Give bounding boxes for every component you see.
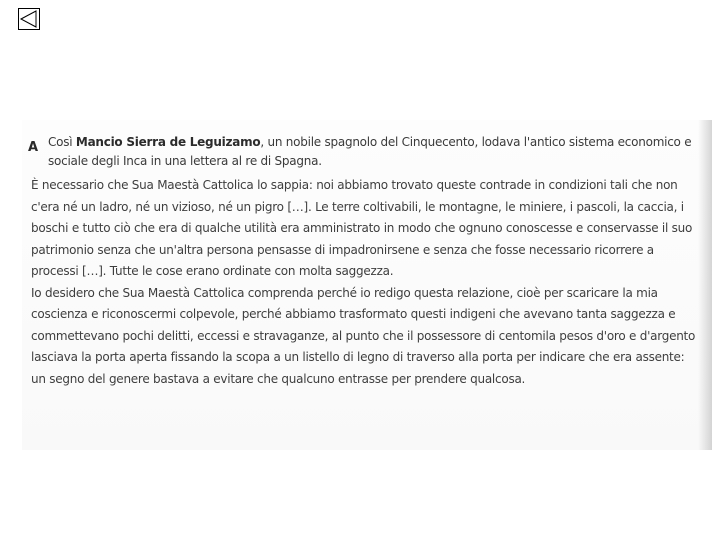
scanned-document bbox=[22, 120, 712, 450]
author-name: Mancio Sierra de Leguizamo bbox=[75, 135, 261, 149]
letter-paragraph: Io desidero che Sua Maestà Cattolica comprenda perché io redigo questa relazione, cioè per scaricare la mia coscienza e riconoscermi colpevole, perché abbiamo trasformato questi indigeni che avevano tanta saggezza e commettevano pochi delitti, eccessi e stravaganze, al punto che il possessore di centomila pesos d'oro e d'argento lasciava la porta aperta fissando la scopa a un listello di legno di traverso alla porta per indicare che era assente: un segno del genere bastava a evitare che qualcuno entrasse per prendere qualcosa. bbox=[31, 285, 696, 386]
back-triangle-icon bbox=[19, 9, 39, 29]
intro-prefix: Così bbox=[48, 135, 76, 149]
intro-text bbox=[48, 133, 708, 171]
back-button[interactable] bbox=[18, 8, 40, 30]
letter-paragraph: È necessario che Sua Maestà Cattolica lo sappia: noi abbiamo trovato queste contrade in condizioni tali che non c'era né un ladro, né un vizioso, né un pigro […]. Le terre coltivabili, le montagne, le miniere, i pascoli, la caccia, i boschi e tutto ciò che era di qualche utilità era amministrato in modo che ognuno conoscesse e conservasse il suo patrimonio senza che un'altra persona pensasse di impadronirsene e senza che fosse necessario ricorrere a processi […]. Tutte le cose erano ordinate con molta saggezza. bbox=[31, 178, 693, 278]
intro-suffix: , un nobile spagnolo del Cinquecento, lodava l'antico sistema economico e sociale degli Inca in una lettera al re di Spagna. bbox=[48, 135, 692, 168]
section-label: A bbox=[28, 140, 39, 155]
letter-body bbox=[31, 175, 696, 390]
